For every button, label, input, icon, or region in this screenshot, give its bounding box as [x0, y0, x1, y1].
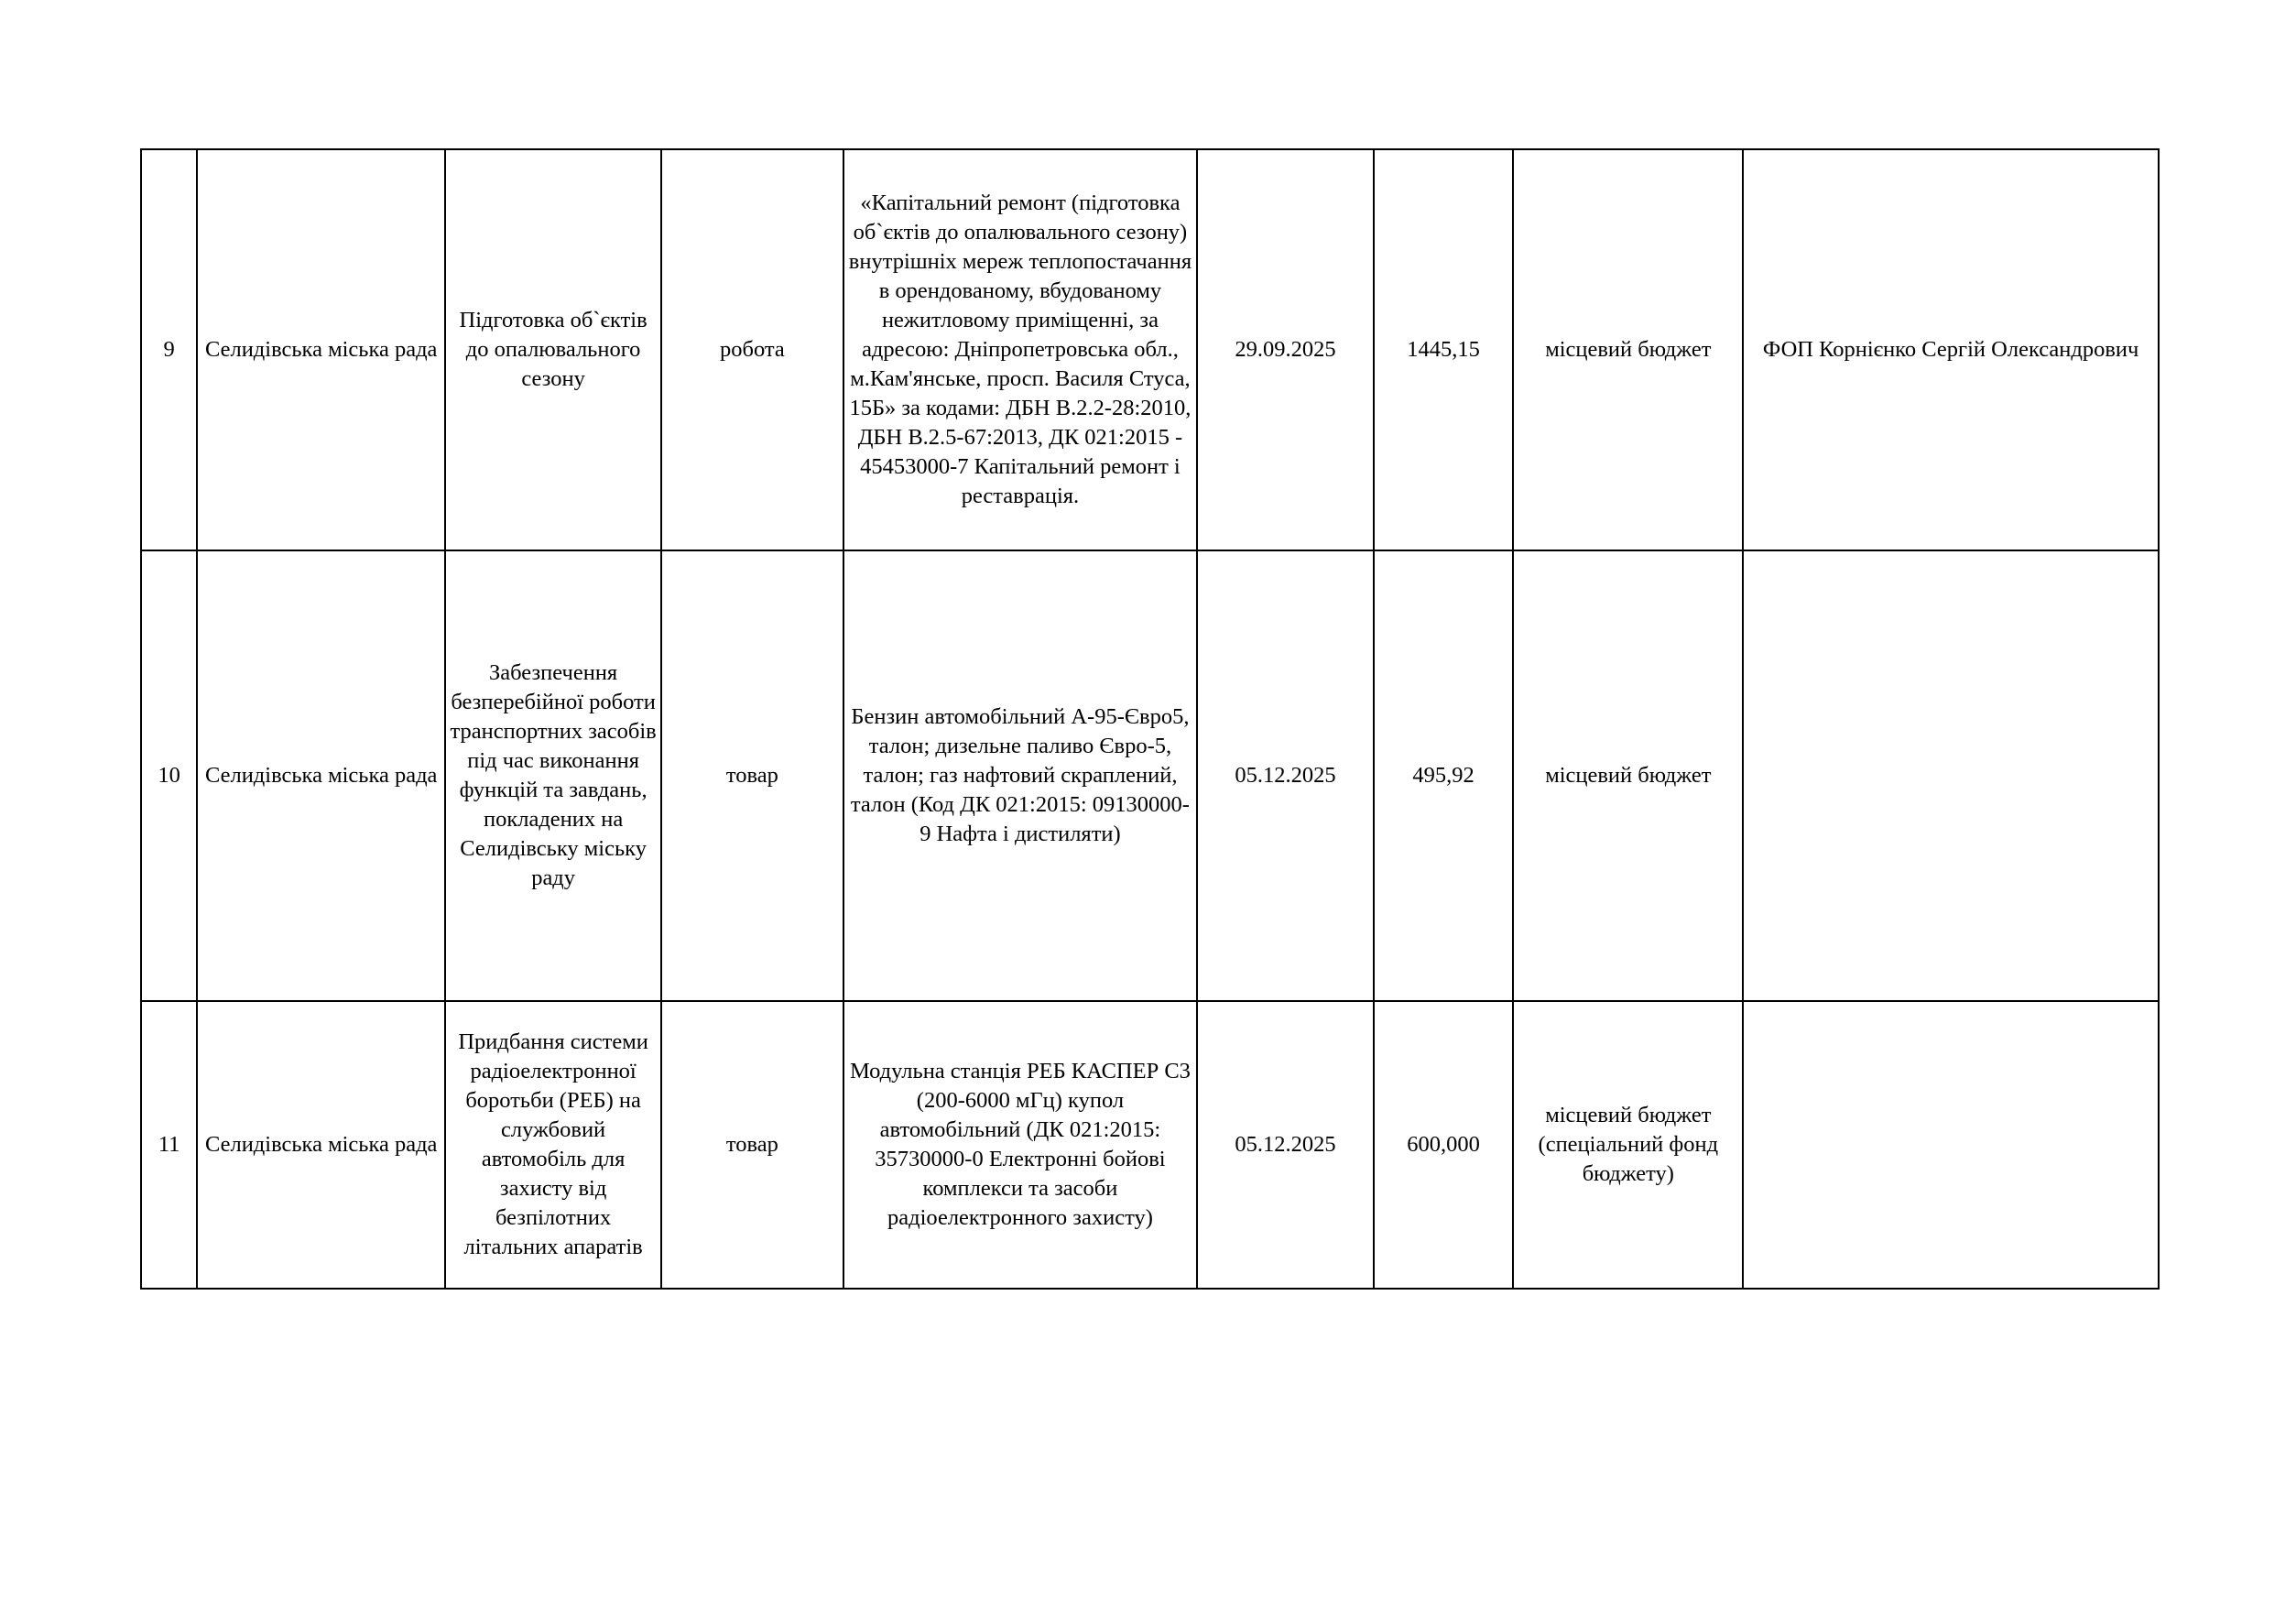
- subject-cell: «Капітальний ремонт (підготовка об`єктів до опалювального сезону) внутрішніх мереж теплопостачання в орендованому, вбудованому нежитловому приміщенні, за адресою: Дніпропетровська обл., м.Кам'янське, просп. Василя Стуса, 15Б» за кодами: ДБН В.2.2-28:2010, ДБН В.2.5-67:2013, ДК 021:2015 - 45453000-7 Капітальний ремонт і реставрація.: [843, 149, 1197, 550]
- supplier-cell: [1743, 550, 2159, 1001]
- amount-cell: 495,92: [1374, 550, 1514, 1001]
- row-number: 9: [141, 149, 197, 550]
- table-row: [141, 1001, 2159, 1289]
- funding-cell: місцевий бюджет: [1513, 149, 1743, 550]
- row-number: 10: [141, 550, 197, 1001]
- funding-cell: місцевий бюджет (спеціальний фонд бюджету): [1513, 1001, 1743, 1289]
- organization-cell: Селидівська міська рада: [197, 550, 445, 1001]
- amount-cell: 1445,15: [1374, 149, 1514, 550]
- organization-cell: Селидівська міська рада: [197, 1001, 445, 1289]
- procurement-type-cell: товар: [661, 1001, 843, 1289]
- supplier-cell: [1743, 1001, 2159, 1289]
- procurement-type-cell: товар: [661, 550, 843, 1001]
- supplier-cell: ФОП Корнієнко Сергій Олександрович: [1743, 149, 2159, 550]
- table-row: [141, 149, 2159, 550]
- organization-cell: Селидівська міська рада: [197, 149, 445, 550]
- purpose-cell: Підготовка об`єктів до опалювального сезону: [445, 149, 661, 550]
- date-cell: 29.09.2025: [1197, 149, 1374, 550]
- funding-cell: місцевий бюджет: [1513, 550, 1743, 1001]
- table-row: [141, 550, 2159, 1001]
- row-number: 11: [141, 1001, 197, 1289]
- purpose-cell: Забезпечення безперебійної роботи транспортних засобів під час виконання функцій та завдань, покладених на Селидівську міську раду: [445, 550, 661, 1001]
- date-cell: 05.12.2025: [1197, 1001, 1374, 1289]
- date-cell: 05.12.2025: [1197, 550, 1374, 1001]
- amount-cell: 600,000: [1374, 1001, 1514, 1289]
- subject-cell: Бензин автомобільний А-95-Євро5, талон; дизельне паливо Євро-5, талон; газ нафтовий скраплений, талон (Код ДК 021:2015: 09130000-9 Нафта і дистиляти): [843, 550, 1197, 1001]
- procurement-type-cell: робота: [661, 149, 843, 550]
- purpose-cell: Придбання системи радіоелектронної боротьби (РЕБ) на службовий автомобіль для захисту від безпілотних літальних апаратів: [445, 1001, 661, 1289]
- subject-cell: Модульна станція РЕБ КАСПЕР С3 (200-6000 мГц) купол автомобільний (ДК 021:2015: 35730000-0 Електронні бойові комплекси та засоби радіоелектронного захисту): [843, 1001, 1197, 1289]
- procurement-table: [140, 148, 2160, 1290]
